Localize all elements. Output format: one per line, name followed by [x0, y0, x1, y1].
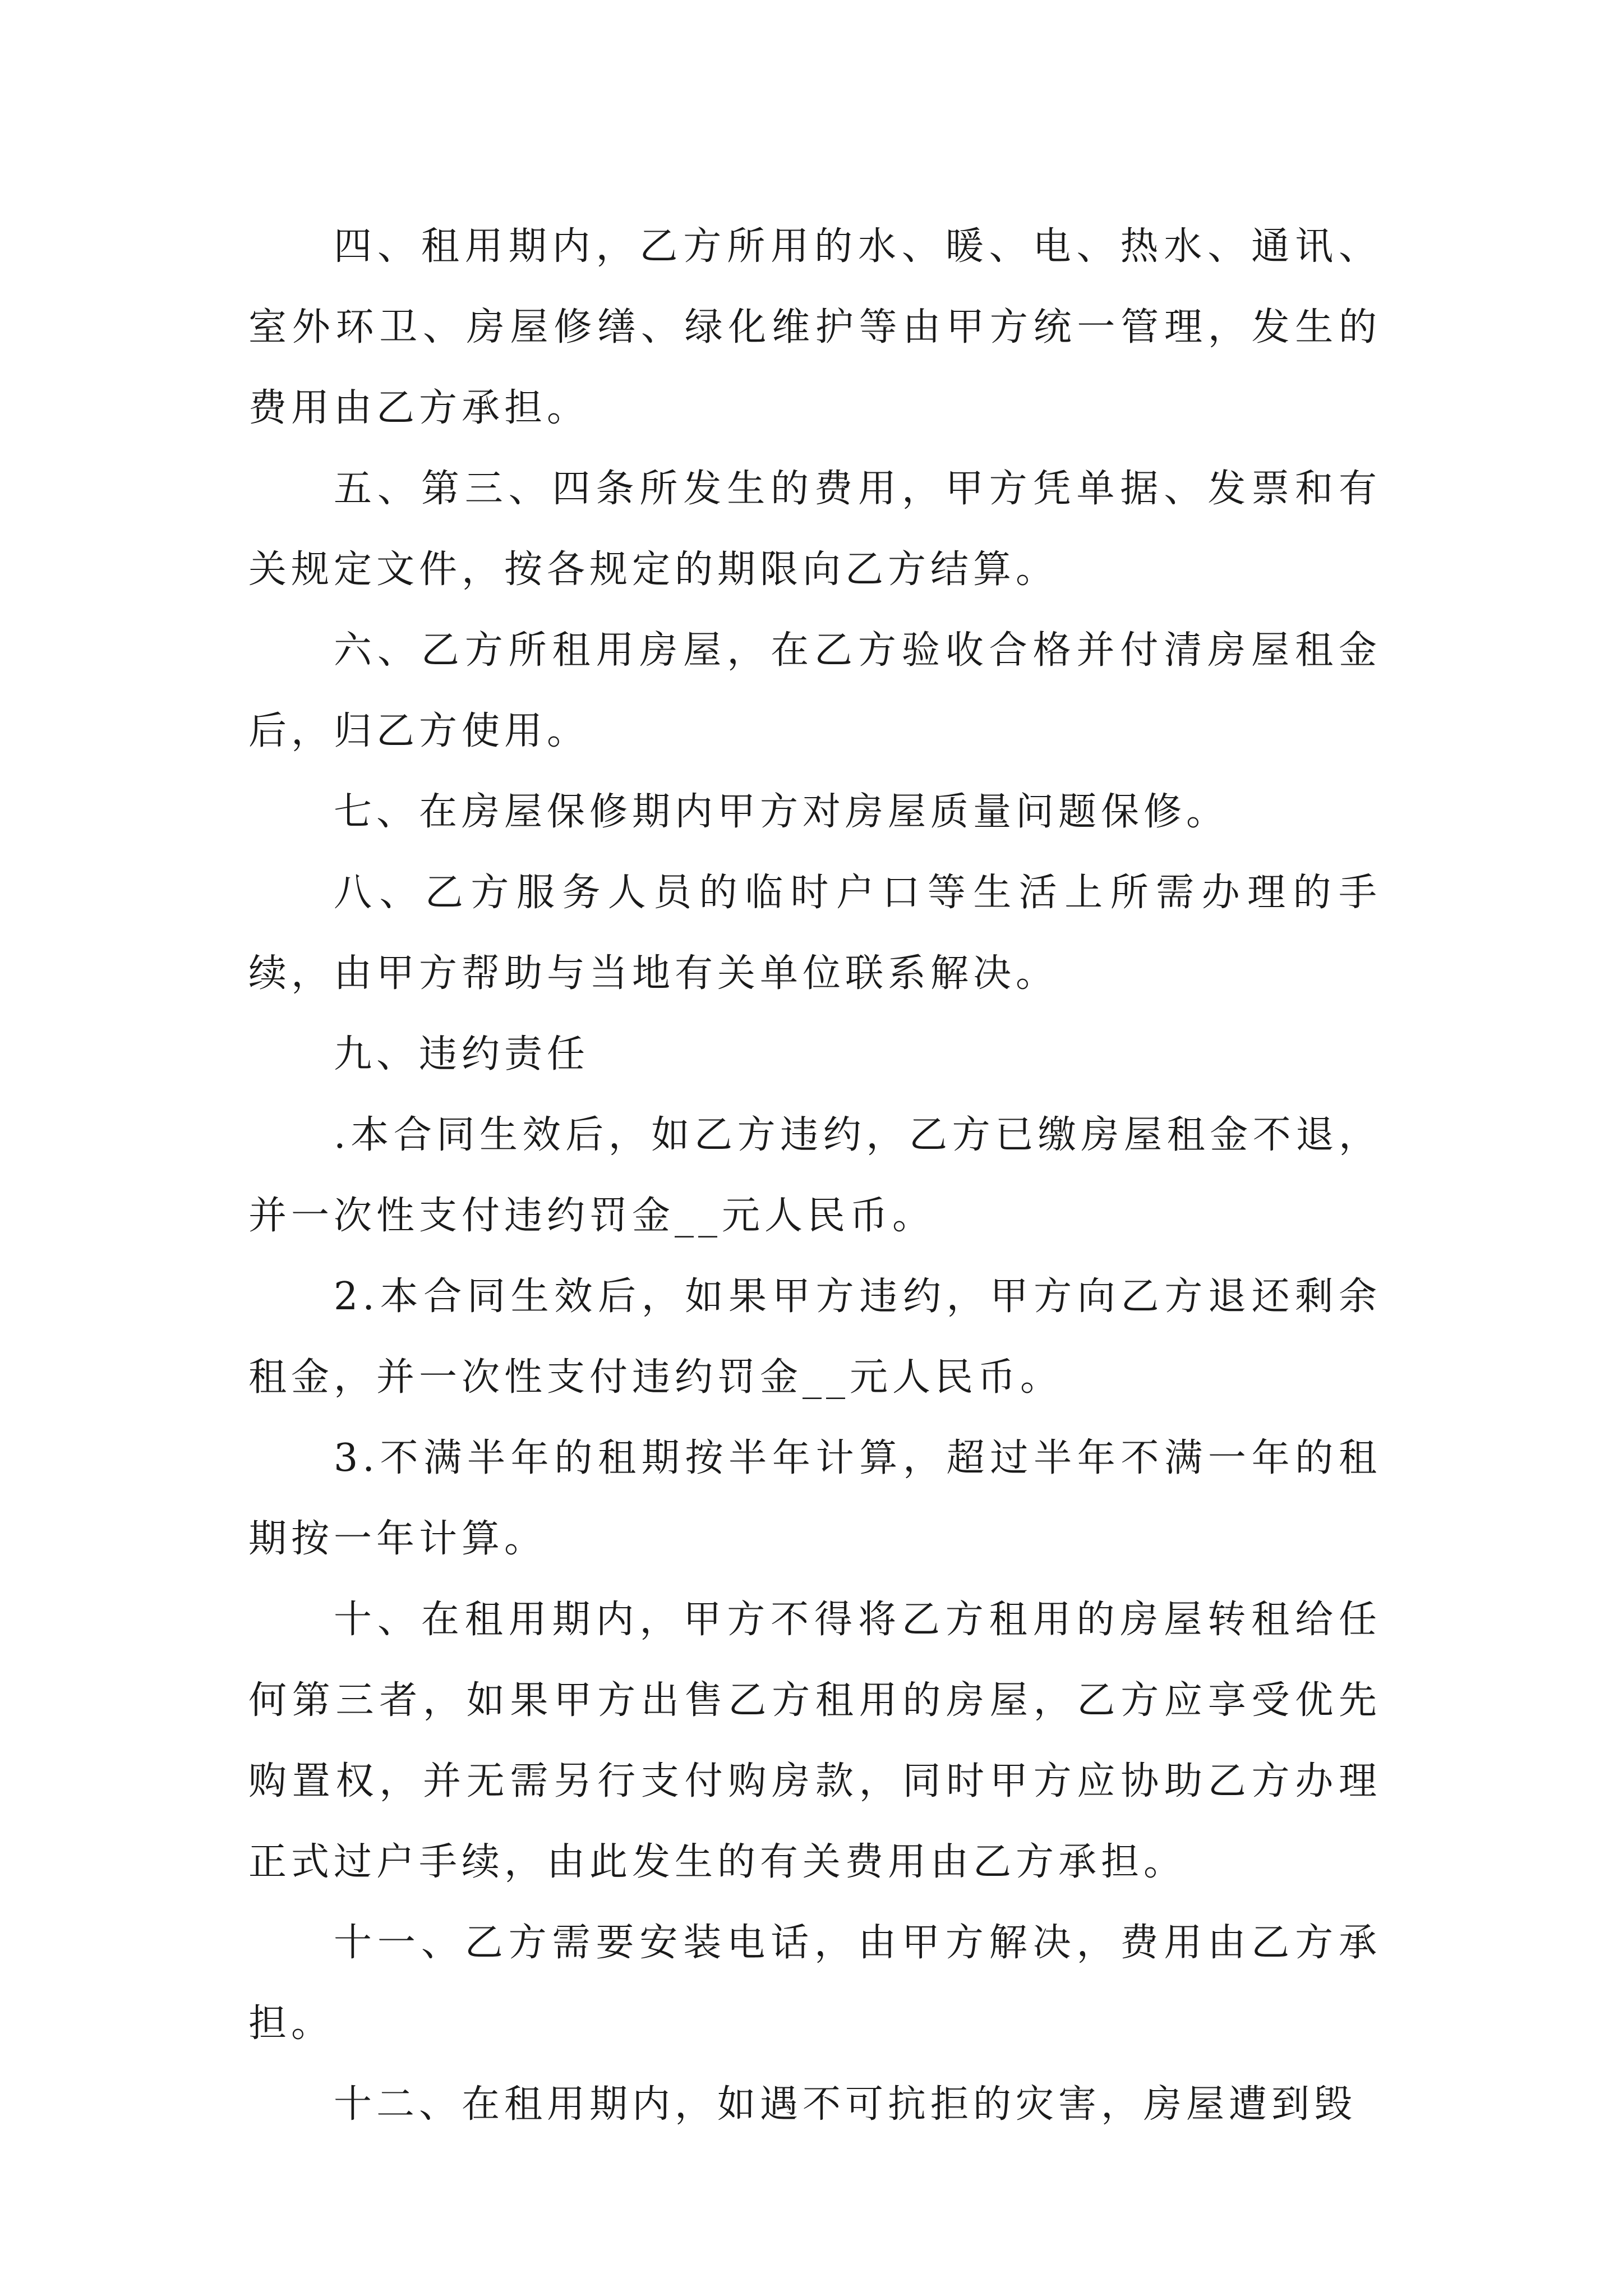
paragraph-clause-7: 七、在房屋保修期内甲方对房屋质量问题保修。 — [334, 790, 1229, 834]
document-body — [248, 206, 1381, 2145]
paragraph-clause-11: 十一、乙方需要安装电话，由甲方解决，费用由乙方承担。 — [248, 1921, 1381, 2046]
paragraph-clause-9-item-1: .本合同生效后，如乙方违约，乙方已缴房屋租金不退，并一次性支付违约罚金__元人民币。 — [248, 1113, 1381, 1238]
paragraph-clause-9-item-2: 2.本合同生效后，如果甲方违约，甲方向乙方退还剩余租金，并一次性支付违约罚金__元人民币。 — [248, 1274, 1381, 1400]
paragraph-clause-8: 八、乙方服务人员的临时户口等生活上所需办理的手续，由甲方帮助与当地有关单位联系解决。 — [248, 871, 1381, 996]
paragraph-clause-9-heading: 九、违约责任 — [334, 1032, 590, 1076]
paragraph-clause-6: 六、乙方所租用房屋，在乙方验收合格并付清房屋租金后，归乙方使用。 — [248, 628, 1381, 753]
paragraph-clause-5: 五、第三、四条所发生的费用，甲方凭单据、发票和有关规定文件，按各规定的期限向乙方结算。 — [248, 467, 1381, 592]
paragraph-clause-4: 四、租用期内，乙方所用的水、暖、电、热水、通讯、室外环卫、房屋修缮、绿化维护等由甲方统一管理，发生的费用由乙方承担。 — [248, 224, 1381, 430]
paragraph-clause-9-item-3: 3.不满半年的租期按半年计算，超过半年不满一年的租期按一年计算。 — [248, 1436, 1381, 1561]
paragraph-clause-12: 十二、在租用期内，如遇不可抗拒的灾害，房屋遭到毁 — [334, 2082, 1357, 2127]
paragraph-clause-10: 十、在租用期内，甲方不得将乙方租用的房屋转租给任何第三者，如果甲方出售乙方租用的房屋，乙方应享受优先购置权，并无需另行支付购房款，同时甲方应协助乙方办理正式过户手续，由此发生的有关费用由乙方承担。 — [248, 1598, 1381, 1884]
